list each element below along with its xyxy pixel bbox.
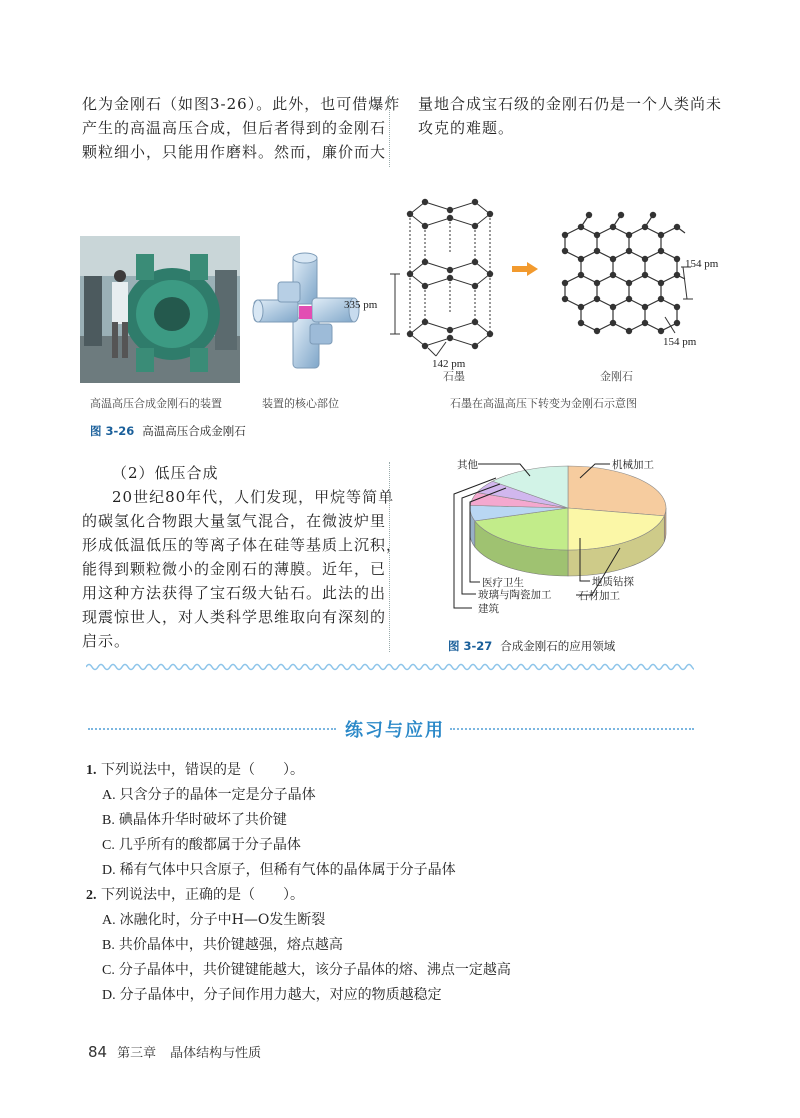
wave-divider <box>86 660 694 674</box>
pie-label-drilling: 地质钻探 <box>592 576 634 588</box>
figure-number: 图 3-27 <box>448 639 493 653</box>
pie-label-medical: 医疗卫生 <box>482 577 524 589</box>
graphite-structure-diagram <box>340 192 520 370</box>
diamond-structure-diagram <box>545 205 725 355</box>
text-line: 形成低温低压的等离子体在硅等基质上沉积， <box>82 536 403 554</box>
pie-label-building: 建筑 <box>478 603 499 615</box>
column-divider <box>389 95 390 167</box>
diamond-label: 金刚石 <box>600 370 633 383</box>
text-line: 20世纪80年代，人们发现，甲烷等简单 <box>112 488 395 506</box>
question-2-option-b: B. 共价晶体中，共价键越强，熔点越高 <box>102 937 343 953</box>
text-line: 的碳氢化合物跟大量氢气混合，在微波炉里 <box>82 512 387 530</box>
text-line: 能得到颗粒微小的金刚石的薄膜。近年，已 <box>82 560 387 578</box>
exercise-rule-right <box>450 728 694 730</box>
pie-label-other: 其他 <box>457 459 478 471</box>
chapter-number: 第三章 <box>117 1046 157 1061</box>
caption-device: 高温高压合成金刚石的装置 <box>90 397 222 410</box>
figure-3-27-label <box>448 638 615 654</box>
text-line: 量地合成宝石级的金刚石仍是一个人类尚未 <box>418 95 723 113</box>
caption-transform: 石墨在高温高压下转变为金刚石示意图 <box>450 397 637 410</box>
pie-label-stone: 石材加工 <box>578 590 620 602</box>
chapter-title: 晶体结构与性质 <box>170 1046 262 1061</box>
bond-length-label: 142 pm <box>432 358 466 370</box>
pie-label-machining: 机械加工 <box>612 459 654 471</box>
question-2-option-c: C. 分子晶体中，共价键键能越大，该分子晶体的熔、沸点一定越高 <box>102 962 511 978</box>
pie-slice-0 <box>568 466 666 516</box>
question-2-option-d: D. 分子晶体中，分子间作用力越大，对应的物质越稳定 <box>102 987 442 1003</box>
figure-number: 图 3-26 <box>90 424 135 438</box>
question-2-stem: 2. 下列说法中，正确的是（ ）。 <box>86 887 304 903</box>
question-1-option-c: C. 几乎所有的酸都属于分子晶体 <box>102 837 301 853</box>
graphite-label: 石墨 <box>443 370 465 383</box>
question-2-option-a: A. 冰融化时，分子中H—O发生断裂 <box>102 912 326 928</box>
text-line: 攻克的难题。 <box>418 119 515 137</box>
figure-3-26-label <box>90 423 246 439</box>
text-line: 化为金刚石（如图3-26）。此外，也可借爆炸 <box>82 95 401 113</box>
section-heading: （2）低压合成 <box>112 464 219 482</box>
bond-length-label-a: 154 pm <box>685 258 719 270</box>
exercise-rule-left <box>88 728 336 730</box>
text-line: 现震惊世人，对人类科学思维取向有深刻的 <box>82 608 387 626</box>
section-2-paragraph <box>82 461 402 653</box>
text-line: 启示。 <box>82 632 131 650</box>
text-line: 颗粒细小，只能用作磨料。然而，廉价而大 <box>82 143 387 161</box>
question-1-option-a: A. 只含分子的晶体一定是分子晶体 <box>102 787 316 803</box>
arrow-right-icon <box>512 262 538 276</box>
exercise-title: 练习与应用 <box>345 720 445 741</box>
bond-length-label-b: 154 pm <box>663 336 697 348</box>
page-footer <box>88 1042 261 1061</box>
layer-gap-label: 335 pm <box>344 299 378 311</box>
apparatus-photo <box>80 236 240 383</box>
caption-core: 装置的核心部位 <box>262 397 339 410</box>
page-number: 84 <box>88 1043 108 1061</box>
pie-label-glass: 玻璃与陶瓷加工 <box>478 589 552 601</box>
figure-title: 高温高压合成金刚石 <box>142 424 246 438</box>
figure-title: 合成金刚石的应用领域 <box>500 639 616 653</box>
question-1-option-b: B. 碘晶体升华时破坏了共价键 <box>102 812 287 828</box>
text-line: 用这种方法获得了宝石级大钻石。此法的出 <box>82 584 387 602</box>
top-right-paragraph <box>418 92 722 140</box>
top-left-paragraph <box>82 92 400 164</box>
application-pie-chart <box>420 448 720 628</box>
text-line: 产生的高温高压合成，但后者得到的金刚石 <box>82 119 387 137</box>
question-1-option-d: D. 稀有气体中只含原子，但稀有气体的晶体属于分子晶体 <box>102 862 456 878</box>
question-1-stem: 1. 下列说法中，错误的是（ ）。 <box>86 762 304 778</box>
question-list <box>86 758 511 1008</box>
column-divider <box>389 462 390 652</box>
